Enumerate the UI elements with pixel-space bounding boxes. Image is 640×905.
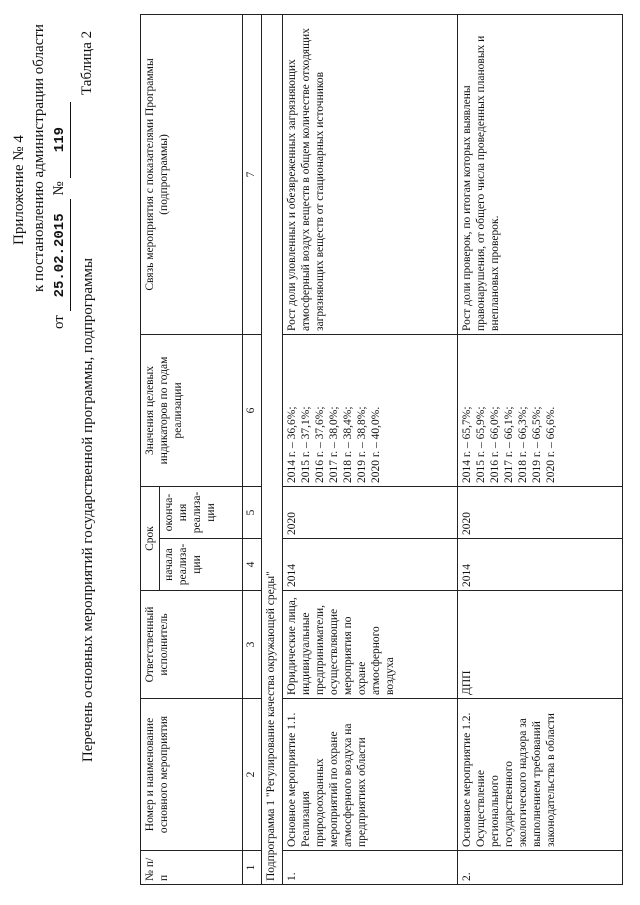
header-num: № п/п (141, 851, 243, 885)
header-end: оконча-ния реализа-ции (160, 486, 243, 538)
row-indicators (458, 334, 623, 486)
col-number: 5 (243, 486, 262, 538)
row-num: 1. (283, 851, 458, 885)
row-executor: Юридические лица, индивидуальные предприниматели, осуществляющие мероприятия по охране атмосферного воздуха (283, 591, 458, 699)
col-number: 1 (243, 851, 262, 885)
resolution-label: к постановлению администрации области (31, 24, 47, 292)
resolution-date-line (50, 102, 71, 329)
indicator-value: 2016 г. – 37,6%; (314, 406, 326, 483)
measures-table (140, 14, 623, 885)
row-num: 2. (458, 851, 623, 885)
col-number: 3 (243, 591, 262, 699)
resolution-number: 119 (51, 102, 71, 178)
col-number: 4 (243, 539, 262, 591)
table-row (458, 14, 623, 884)
col-number: 6 (243, 334, 262, 486)
header-indicators: Значения целевых индикаторов по годам реализации (141, 334, 243, 486)
row-name: Основное мероприятие 1.1. Реализация природоохранных мероприятий по охране атмосферного воздуха на предприятиях области (283, 699, 458, 851)
row-start: 2014 (458, 539, 623, 591)
header-start: начала реализа-ции (160, 539, 243, 591)
indicator-value: 2018 г. – 66,3%; (517, 406, 529, 483)
header-link: Связь мероприятия с показателями Программы (подпрограммы) (141, 14, 243, 334)
table-row (283, 14, 458, 884)
indicator-value: 2015 г. – 65,9%; (475, 406, 487, 483)
indicator-value: 2017 г. – 38,0%; (328, 406, 340, 483)
subprogram-title: Подпрограмма 1 "Регулирование качества окружающей среды" (262, 14, 283, 884)
row-link: Рост доли проверок, по итогам которых выявлены правонарушения, от общего числа проведенных плановых и внеплановых проверок. (458, 14, 623, 334)
indicator-value: 2017 г. – 66,1%; (503, 406, 515, 483)
row-end: 2020 (458, 486, 623, 538)
indicator-value: 2020 г. – 40,0%. (370, 406, 382, 483)
header-executor: Ответственный исполнитель (141, 591, 243, 699)
col-number: 7 (243, 14, 262, 334)
from-label: от (51, 315, 67, 329)
indicator-value: 2018 г. – 38,4%; (342, 406, 354, 483)
indicator-value: 2020 г. – 66,6%. (545, 406, 557, 483)
indicator-value: 2014 г. – 65,7%; (461, 406, 473, 483)
row-executor: ДПП (458, 591, 623, 699)
indicator-value: 2016 г. – 66,0%; (489, 406, 501, 483)
header-name: Номер и наименование основного мероприятия (141, 699, 243, 851)
row-name: Основное мероприятие 1.2. Осуществление регионального государственного экологического надзора за выполнением требований законодательства в области (458, 699, 623, 851)
column-numbers-row (243, 14, 262, 884)
document-title: Перечень основных мероприятий государственной программы, подпрограммы (80, 257, 96, 763)
row-end: 2020 (283, 486, 458, 538)
row-link: Рост доли уловленных и обезвреженных загрязняющих атмосферный воздух веществ в общем количестве отходящих загрязняющих веществ от стационарных источников (283, 14, 458, 334)
col-number: 2 (243, 699, 262, 851)
indicator-value: 2019 г. – 38,8%; (356, 406, 368, 483)
number-label: № (51, 181, 67, 196)
resolution-date: 25.02.2015 (51, 199, 71, 311)
table-label: Таблица 2 (79, 30, 95, 95)
row-start: 2014 (283, 539, 458, 591)
header-term: Срок (141, 486, 160, 590)
appendix-label: Приложение № 4 (11, 135, 27, 245)
indicator-value: 2019 г. – 66,5%; (531, 406, 543, 483)
subprogram-row (262, 14, 283, 884)
indicator-value: 2015 г. – 37,1%; (300, 406, 312, 483)
indicator-value: 2014 г. – 36,6%; (286, 406, 298, 483)
row-indicators (283, 334, 458, 486)
